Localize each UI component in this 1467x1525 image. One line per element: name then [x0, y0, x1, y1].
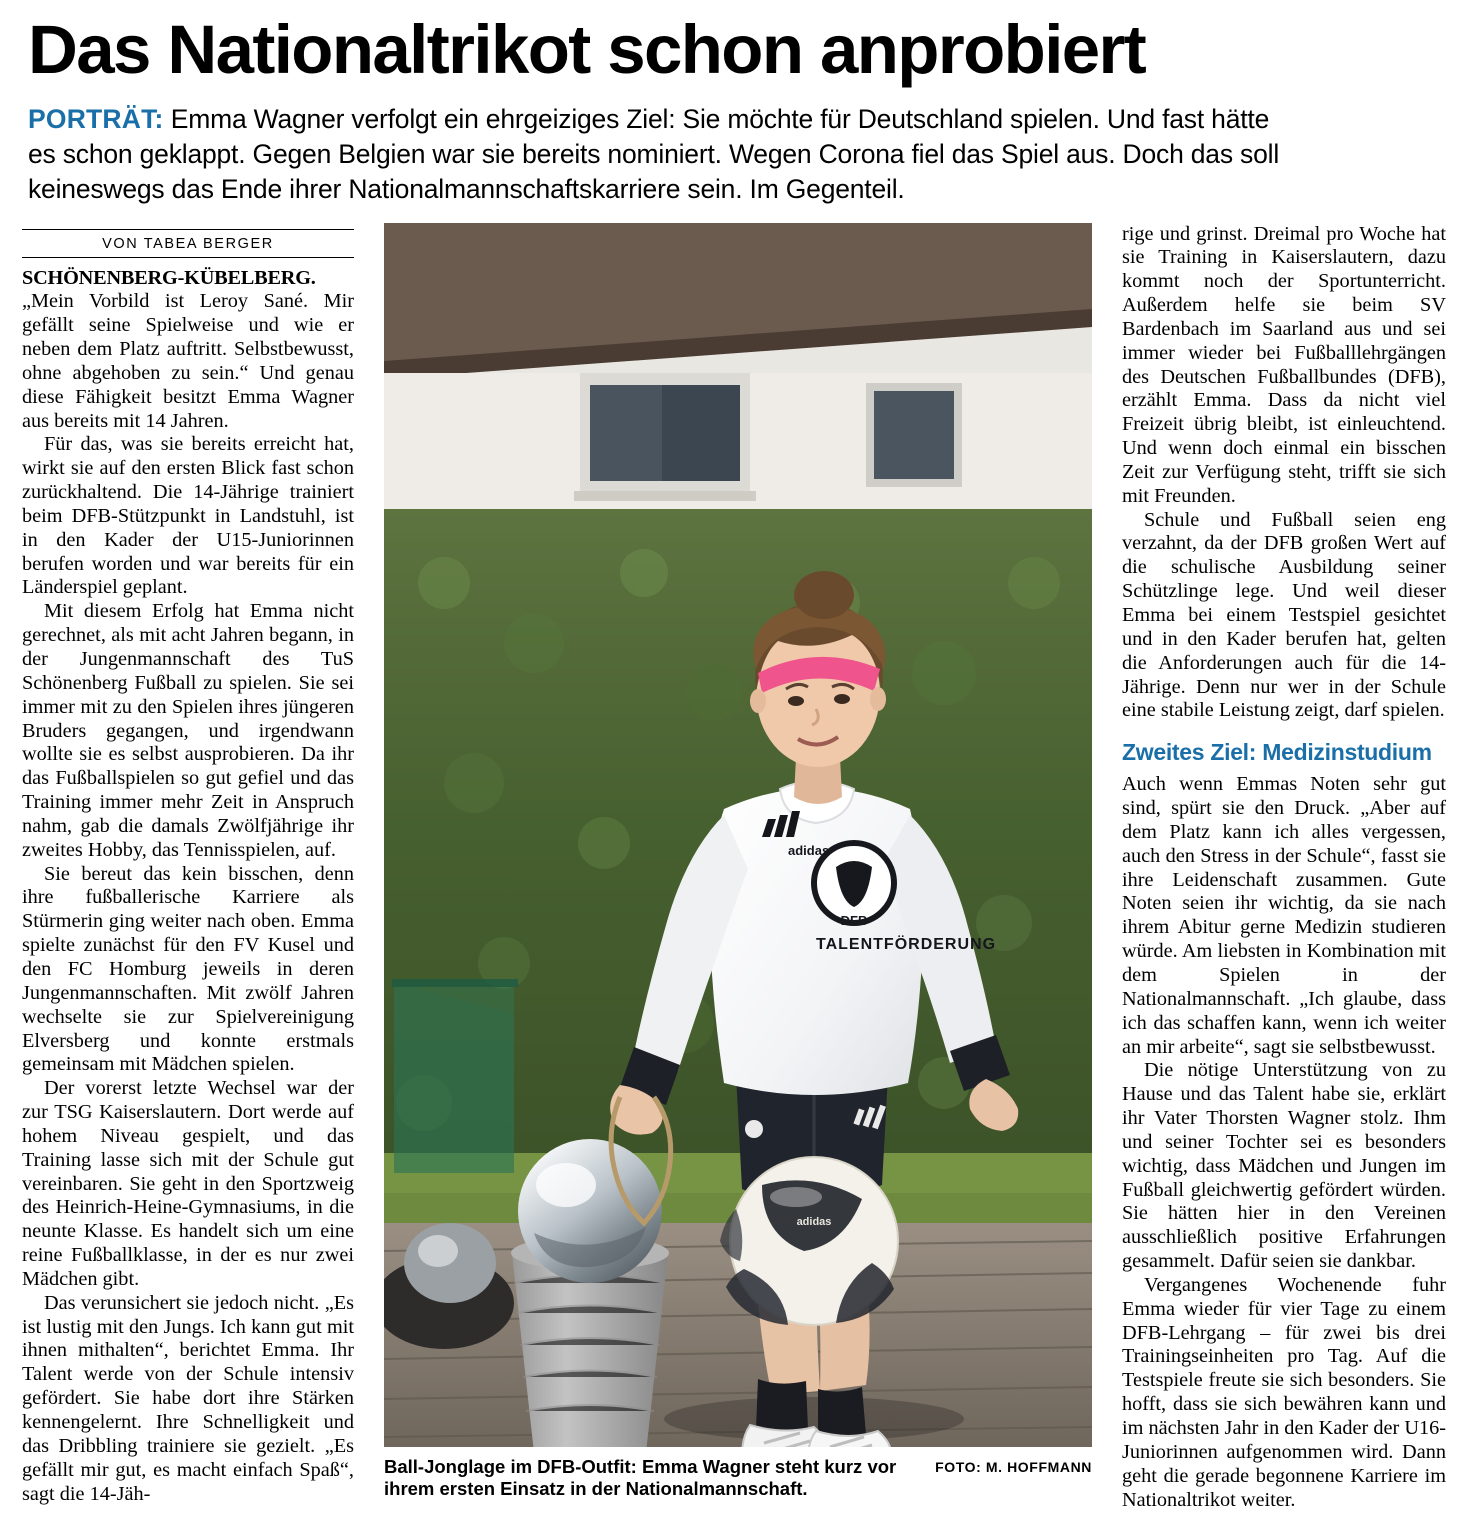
paragraph: rige und grinst. Dreimal pro Woche hat sie Training in Kaiserslautern, dazu kommt noch der Sportunterricht. Außerdem helfe sie beim SV Bardenbach im Saarland aus und sei immer wieder bei Fußballlehrgängen des Deutschen Fußballbundes (DFB), erzählt Emma. Dass da nicht viel Freizeit übrig bleibt, ist einleuchtend. Und wenn doch einmal ein bisschen Zeit zur Verfügung steht, trifft sie sich mit Freunden. [1122, 222, 1446, 507]
photo-credit: FOTO: M. HOFFMANN [935, 1458, 1092, 1475]
svg-text:adidas: adidas [796, 1215, 832, 1228]
paragraph: Für das, was sie bereits erreicht hat, wirkt sie auf den ersten Blick fast schon zurückhaltend. Die 14-Jährige trainiert beim DFB-Stützpunkt in Landstuhl, ist in den Kader der U15-Juniorinnen berufen worden und war bereits für ein Länderspiel geplant. [22, 433, 354, 599]
article-columns [22, 223, 1446, 1513]
lead-text: Emma Wagner verfolgt ein ehrgeiziges Ziel: Sie möchte für Deutschland spielen. Und fast hätte es schon geklappt. Gegen Belgien war sie bereits nominiert. Wegen Corona fiel das Spiel aus. Doch das soll keineswegs das Ende ihrer Nationalmannschaftskarriere sein. Im Gegenteil. [28, 103, 1280, 204]
byline: VON TABEA BERGER [102, 235, 274, 252]
photo-wrapper [384, 223, 1092, 1447]
svg-text:TALENTFÖRDERUNG: TALENTFÖRDERUNG [816, 935, 997, 953]
paragraph: Der vorerst letzte Wechsel war der zur TSG Kaiserslautern. Dort werde auf hohem Niveau gespielt, und das Training lasse sich mit der Schule gut vereinbaren. Sie geht in den Sportzweig des Heinrich-Heine-Gymnasiums, in die neunte Klasse. Es handelt sich um eine reine Fußballklasse, in der es nur zwei Mädchen gibt. [22, 1077, 354, 1290]
column-right [1106, 223, 1446, 1513]
paragraph-text: „Mein Vorbild ist Leroy Sané. Mir gefällt seine Spielweise und wie er neben dem Platz auftritt. Selbstbewusst, ohne abgehoben zu sein.“ Und genau diese Fähigkeit besitzt Emma Wagner aus bereits mit 14 Jahren. [22, 290, 354, 432]
caption-text: Emma Wagner steht kurz vor ihrem ersten Einsatz in der Nationalmannschaft. [384, 1455, 897, 1499]
paragraph: Die nötige Unterstützung von zu Hause und das Talent habe sie, erklärt ihr Vater Thorsten Wagner stolz. Ihm und seiner Tochter sei es besonders wichtig, dass Mädchen und Jungen im Fußball gleichwertig gefördert würden. Sie hätten hier in den Vereinen ausschließlich positive Erfahrungen gesammelt. Dafür seien sie dankbar. [1122, 1059, 1446, 1273]
dateline: SCHÖNENBERG-KÜBELBERG. [22, 266, 316, 289]
paragraph: Das verunsichert sie jedoch nicht. „Es ist lustig mit den Jungs. Ich kann gut mit ihnen mithalten“, berichtet Emma. Ihr Talent werde von der Schule intensiv gefördert. Sie habe dort ihre Stärken kennengelernt. Ihre Schnelligkeit und das Dribbling trainiere sie gezielt. „Es gefällt mir gut, es macht einfach Spaß“, sagt die 14-Jäh- [22, 1291, 354, 1505]
paragraph: Mit diesem Erfolg hat Emma nicht gerechnet, als mit acht Jahren begann, in der Jungenmannschaft des TuS Schönenberg Fußball zu spielen. Sie sei immer mit zu den Spielen ihres jüngeren Bruders gegangen, und irgendwann wollte sie es selbst ausprobieren. Da ihr das Fußballspielen so gut gefiel und das Training immer mehr Zeit in Anspruch nahm, gab die damals Zwölfjährige ihr zweites Hobby, das Tennisspielen, auf. [22, 600, 354, 861]
paragraph: Sie bereut das kein bisschen, denn ihre fußballerische Karriere als Stürmerin ging weiter nach oben. Emma spielte zunächst für den FV Kusel und den FC Homburg jeweils in deren Jungenmannschaften. Mit zwölf Jahren wechselte sie zur Spielvereinigung Elversberg und konnte erstmals gemeinsam mit Mädchen spielen. [22, 862, 354, 1076]
article-photo [384, 223, 1092, 1447]
section-subhead: Zweites Ziel: Medizinstudium [1122, 739, 1432, 766]
page-title: Das Nationaltrikot schon anprobiert [28, 11, 1146, 88]
byline-rule-bottom [22, 257, 354, 258]
photo-caption [384, 1456, 1092, 1500]
column-left [22, 223, 370, 1513]
paragraph: Auch wenn Emmas Noten sehr gut sind, spürt sie den Druck. „Aber auf dem Platz kann ich alles vergessen, auch den Stress in der Schule“, fasst sie ihre Leidenschaft zusammen. Gute Noten seien ihr wichtig, da sie nach ihrem Abitur gerne Medizin studieren würde. Am liebsten in Kombination mit dem Spielen in der Nationalmannschaft. „Ich glaube, dass ich das schaffen kann, wenn ich weiter an mir arbeite“, sagt sie selbstbewusst. [1122, 773, 1446, 1058]
paragraph: Vergangenes Wochenende fuhr Emma wieder für vier Tage zu einem DFB-Lehrgang – für zwei bis drei Trainingseinheiten pro Tag. Auf die Testspiele freute sie sich besonders. Sie hofft, dass sie sich bewähren kann und im nächsten Jahr in den Kader der U16-Juniorinnen aufgenommen wird. Dann geht die gerade begonnene Karriere im Nationaltrikot weiter. [1122, 1273, 1446, 1511]
svg-text:DFB: DFB [840, 912, 868, 928]
paragraph [22, 267, 354, 434]
paragraph: Schule und Fußball seien eng verzahnt, da der DFB großen Wert auf die schulische Ausbildung seiner Schützlinge lege. Und weil dieser Emma bei einem Testspiel gesichtet und in den Kader berufen hat, gelten die Anforderungen auch für die 14-Jährige. Denn nur wer in der Schule eine stabile Leistung zeigt, darf spielen. [1122, 508, 1446, 722]
svg-text:adidas: adidas [788, 842, 830, 858]
lead-paragraph [28, 102, 1288, 207]
column-photo [370, 223, 1106, 1513]
caption-lead: Ball-Jonglage im DFB-Outfit: [384, 1455, 637, 1477]
lead-kicker: PORTRÄT: [28, 103, 164, 134]
